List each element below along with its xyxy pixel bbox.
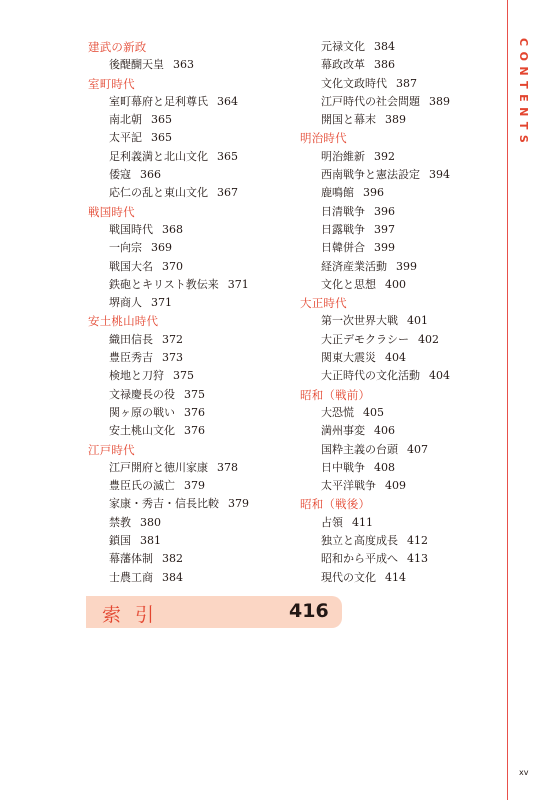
toc-entry[interactable] — [300, 56, 500, 74]
toc-entry-title: 禁教 — [109, 515, 131, 529]
toc-entry-title: 太平記 — [109, 131, 142, 145]
toc-entry-page: 371 — [151, 296, 172, 310]
toc-entry[interactable] — [88, 184, 298, 202]
toc-entry-page: 404 — [385, 351, 406, 365]
toc-entry[interactable] — [300, 569, 500, 587]
toc-entry-page: 371 — [227, 277, 249, 291]
toc-entry-page: 394 — [429, 168, 450, 182]
toc-entry-title: 文化と思想 — [321, 277, 376, 291]
toc-entry-title: 国粋主義の台頭 — [321, 442, 398, 456]
toc-entry-page: 389 — [385, 113, 406, 127]
index-label: 索引 — [102, 604, 169, 626]
toc-entry-page: 386 — [374, 58, 395, 72]
toc-entry-title: 大正デモクラシー — [321, 332, 409, 346]
toc-entry-title: 開国と幕末 — [321, 113, 376, 127]
toc-entry-title: 安土桃山文化 — [109, 424, 175, 438]
toc-entry[interactable] — [88, 56, 298, 74]
toc-entry-title: 満州事変 — [321, 424, 365, 438]
toc-entry-page: 370 — [162, 259, 183, 273]
toc-entry-title: 鹿鳴館 — [321, 186, 354, 200]
toc-entry[interactable] — [88, 404, 298, 422]
toc-entry-title: 応仁の乱と東山文化 — [109, 186, 208, 200]
toc-entry[interactable] — [300, 166, 500, 184]
section-heading: 建武の新政 — [88, 40, 147, 54]
toc-entry[interactable] — [300, 422, 500, 440]
toc-entry[interactable] — [88, 386, 298, 404]
toc-entry[interactable] — [300, 38, 500, 56]
toc-entry-page: 375 — [173, 369, 194, 383]
toc-entry[interactable] — [88, 148, 298, 166]
toc-entry[interactable] — [88, 239, 298, 257]
toc-entry-page: 365 — [151, 131, 172, 145]
toc-entry-page: 392 — [374, 149, 395, 163]
toc-entry[interactable] — [88, 477, 298, 495]
toc-entry-title: 幕政改革 — [321, 58, 365, 72]
index-page-number: 416 — [289, 600, 329, 622]
toc-entry-title: 家康・秀吉・信長比較 — [109, 497, 219, 511]
toc-left-column — [88, 38, 298, 587]
section-heading: 室町時代 — [88, 76, 135, 91]
toc-entry-page: 397 — [374, 222, 395, 236]
toc-entry-page: 406 — [374, 424, 395, 438]
toc-entry-page: 365 — [151, 113, 172, 127]
contents-side-title: CONTENTS — [517, 38, 530, 149]
page-folio: xv — [519, 768, 529, 777]
toc-entry[interactable] — [88, 111, 298, 129]
toc-entry[interactable] — [88, 532, 298, 550]
toc-entry-page: 382 — [162, 552, 183, 566]
toc-entry-title: 検地と刀狩 — [109, 369, 164, 383]
toc-entry[interactable] — [300, 550, 500, 568]
toc-entry[interactable] — [300, 203, 500, 221]
toc-entry-title: 経済産業活動 — [321, 259, 387, 273]
toc-entry-title: 士農工商 — [109, 570, 153, 584]
toc-entry-title: 豊臣秀吉 — [109, 351, 153, 365]
toc-entry-title: 室町幕府と足利尊氏 — [109, 94, 208, 108]
toc-entry[interactable] — [300, 93, 500, 111]
section-heading: 江戸時代 — [88, 442, 135, 457]
toc-entry[interactable] — [88, 294, 298, 312]
toc-entry-title: 足利義満と北山文化 — [109, 149, 208, 163]
toc-entry-page: 379 — [184, 479, 205, 493]
toc-entry-title: 現代の文化 — [321, 570, 376, 584]
toc-entry-title: 堺商人 — [109, 296, 142, 310]
toc-entry[interactable] — [88, 495, 298, 513]
toc-entry-page: 384 — [162, 570, 183, 584]
toc-entry-title: 関ヶ原の戦い — [109, 405, 175, 419]
toc-entry-page: 409 — [385, 479, 406, 493]
toc-entry-page: 412 — [407, 534, 428, 548]
toc-entry[interactable] — [300, 532, 500, 550]
section-heading: 明治時代 — [300, 131, 347, 146]
toc-entry[interactable] — [88, 550, 298, 568]
toc-entry-page: 381 — [140, 534, 161, 548]
toc-entry[interactable] — [300, 75, 500, 93]
toc-entry-page: 369 — [151, 241, 172, 255]
toc-entry[interactable] — [88, 93, 298, 111]
toc-entry[interactable] — [300, 331, 500, 349]
toc-entry-page: 379 — [228, 497, 249, 511]
toc-entry-title: 江戸開府と徳川家康 — [109, 460, 208, 474]
toc-entry[interactable] — [300, 367, 500, 385]
toc-entry-page: 376 — [184, 424, 205, 438]
index-entry[interactable] — [86, 596, 342, 628]
toc-entry-title: 日中戦争 — [321, 460, 365, 474]
toc-entry[interactable] — [300, 184, 500, 202]
toc-entry[interactable] — [88, 367, 298, 385]
toc-entry-page: 402 — [418, 332, 439, 346]
toc-entry-page: 380 — [140, 515, 161, 529]
toc-entry[interactable] — [88, 349, 298, 367]
toc-entry-page: 399 — [374, 241, 395, 255]
toc-entry[interactable] — [300, 276, 500, 294]
toc-entry-page: 387 — [396, 76, 417, 90]
toc-entry-title: 一向宗 — [109, 241, 142, 255]
toc-entry-title: 元禄文化 — [321, 40, 365, 53]
toc-entry-title: 江戸時代の社会問題 — [321, 94, 420, 108]
toc-entry[interactable] — [300, 349, 500, 367]
toc-entry[interactable] — [88, 459, 298, 477]
toc-entry-page: 364 — [217, 94, 238, 108]
toc-entry[interactable] — [300, 477, 500, 495]
toc-entry-page: 365 — [217, 149, 238, 163]
toc-entry[interactable] — [300, 148, 500, 166]
toc-entry-title: 第一次世界大戦 — [321, 314, 398, 328]
toc-entry[interactable] — [300, 441, 500, 459]
toc-entry-title: 織田信長 — [109, 332, 153, 346]
toc-entry-page: 396 — [374, 204, 395, 218]
toc-entry-page: 366 — [140, 168, 161, 182]
toc-entry-page: 399 — [396, 259, 417, 273]
toc-entry[interactable] — [300, 459, 500, 477]
toc-entry[interactable] — [88, 422, 298, 440]
toc-entry[interactable] — [88, 276, 298, 294]
toc-entry-title: 日清戦争 — [321, 204, 365, 218]
toc-entry-page: 404 — [429, 369, 450, 383]
toc-entry-page: 367 — [217, 186, 238, 200]
toc-entry-page: 376 — [184, 405, 205, 419]
toc-entry-page: 401 — [407, 314, 428, 328]
toc-entry-title: 日韓併合 — [321, 241, 365, 255]
section-heading: 昭和（戦後） — [300, 497, 371, 512]
toc-entry-page: 411 — [352, 515, 373, 529]
toc-entry-title: 南北朝 — [109, 113, 142, 127]
toc-entry[interactable] — [88, 514, 298, 532]
toc-entry-title: 独立と高度成長 — [321, 534, 398, 548]
toc-entry[interactable] — [88, 331, 298, 349]
toc-entry-page: 378 — [217, 460, 238, 474]
toc-entry[interactable] — [88, 221, 298, 239]
toc-entry-title: 幕藩体制 — [109, 552, 153, 566]
toc-entry-page: 368 — [162, 222, 183, 236]
toc-entry-title: 関東大震災 — [321, 351, 376, 365]
toc-entry-page: 373 — [162, 351, 183, 365]
section-heading: 大正時代 — [300, 296, 347, 311]
toc-entry-title: 大恐慌 — [321, 405, 354, 419]
margin-rule — [507, 0, 508, 800]
toc-entry-title: 占領 — [321, 515, 343, 529]
toc-entry[interactable] — [300, 111, 500, 129]
toc-entry-page: 363 — [173, 58, 194, 72]
toc-entry-title: 大正時代の文化活動 — [321, 369, 420, 383]
section-heading: 戦国時代 — [88, 204, 135, 219]
toc-entry-title: 倭寇 — [109, 168, 131, 182]
toc-entry[interactable] — [300, 221, 500, 239]
toc-entry-title: 昭和から平成へ — [321, 552, 398, 566]
toc-entry[interactable] — [300, 258, 500, 276]
toc-entry-title: 西南戦争と憲法設定 — [321, 168, 420, 182]
toc-entry[interactable] — [300, 404, 500, 422]
toc-entry-page: 408 — [374, 460, 395, 474]
toc-entry-title: 戦国大名 — [109, 259, 153, 273]
toc-entry-title: 戦国時代 — [109, 222, 153, 236]
section-heading: 昭和（戦前） — [300, 387, 371, 402]
toc-entry[interactable] — [88, 569, 298, 587]
toc-entry-page: 400 — [385, 277, 406, 291]
toc-entry-page: 372 — [162, 332, 183, 346]
toc-entry-title: 明治維新 — [321, 149, 365, 163]
toc-entry-title: 日露戦争 — [321, 222, 365, 236]
toc-entry-page: 413 — [407, 552, 428, 566]
toc-entry-page: 414 — [385, 570, 406, 584]
toc-entry-title: 鉄砲とキリスト教伝来 — [109, 277, 219, 291]
toc-entry-title: 豊臣氏の滅亡 — [109, 479, 175, 493]
toc-entry-title: 鎖国 — [109, 534, 131, 548]
toc-entry-page: 389 — [429, 94, 450, 108]
toc-entry[interactable] — [88, 129, 298, 147]
toc-entry-title: 文化文政時代 — [321, 76, 387, 90]
toc-right-column — [300, 38, 500, 587]
section-heading: 安土桃山時代 — [88, 314, 159, 329]
toc-entry[interactable] — [88, 166, 298, 184]
toc-entry-page: 375 — [184, 387, 205, 401]
toc-entry-page: 405 — [363, 405, 384, 419]
toc-entry[interactable] — [300, 239, 500, 257]
toc-entry-page: 384 — [374, 40, 395, 53]
toc-entry-title: 文禄慶長の役 — [109, 387, 175, 401]
toc-entry[interactable] — [88, 258, 298, 276]
toc-entry-title: 後醍醐天皇 — [109, 58, 164, 72]
toc-entry-page: 396 — [363, 186, 384, 200]
toc-entry-page: 407 — [407, 442, 428, 456]
toc-entry[interactable] — [300, 514, 500, 532]
toc-entry[interactable] — [300, 312, 500, 330]
toc-entry-title: 太平洋戦争 — [321, 479, 376, 493]
